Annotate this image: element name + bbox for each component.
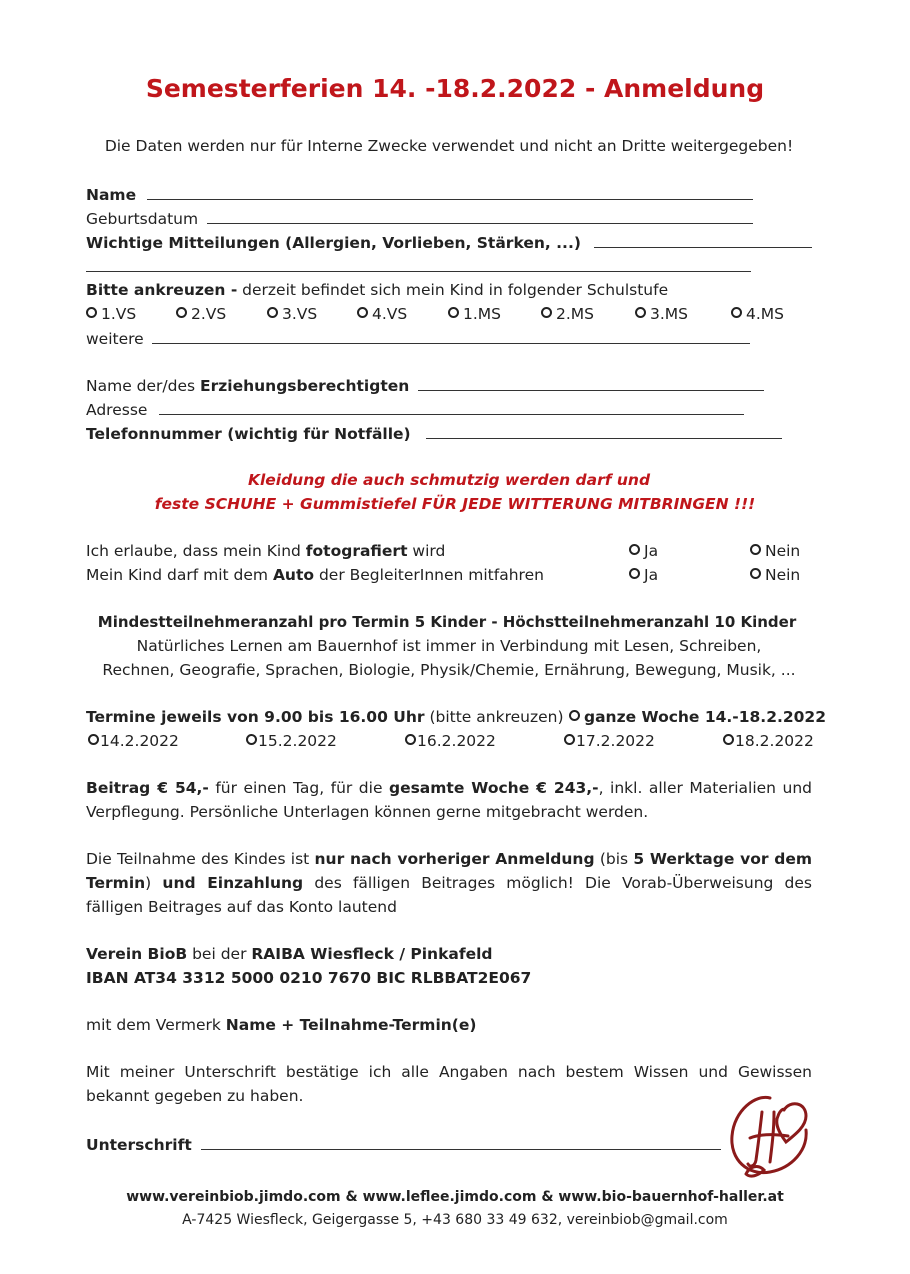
birth-field[interactable] <box>207 209 753 224</box>
photo-yes-option[interactable] <box>629 542 658 560</box>
address-field[interactable] <box>159 400 744 415</box>
page-title: Semesterferien 14. -18.2.2022 - Anmeldung <box>145 74 765 103</box>
bank-name: RAIBA Wiesfleck / Pinkafeld <box>251 945 493 963</box>
school-option-label: 1.VS <box>101 305 137 323</box>
car-consent-text <box>86 566 544 584</box>
payment-reference <box>86 1016 477 1034</box>
date-label: 18.2.2022 <box>735 732 814 750</box>
other-row <box>86 329 750 348</box>
school-option-7[interactable] <box>635 305 688 323</box>
checkbox-circle-icon[interactable] <box>629 568 640 579</box>
date-option-3[interactable] <box>405 732 496 750</box>
clothing-notice-2: feste SCHUHE + Gummistiefel FÜR JEDE WITTERUNG MITBRINGEN !!! <box>154 495 756 513</box>
bank-line-1 <box>86 945 493 963</box>
reg-c: (bis <box>594 850 634 868</box>
school-prompt-rest: derzeit befindet sich mein Kind in folgender Schulstufe <box>237 281 669 299</box>
footer-address: A-7425 Wiesfleck, Geigergasse 5, +43 680 33 49 632, vereinbiob@gmail.com <box>182 1212 728 1228</box>
reg-f: ) <box>145 874 163 892</box>
car-consent-pre: Mein Kind darf mit dem <box>86 566 273 584</box>
confirm-text-2: bekannt gegeben zu haben. <box>86 1087 304 1105</box>
birth-row <box>86 209 753 228</box>
phone-field[interactable] <box>426 424 782 439</box>
bank-mid: bei der <box>187 945 252 963</box>
checkbox-circle-icon[interactable] <box>357 307 368 318</box>
date-label: 15.2.2022 <box>258 732 337 750</box>
reg-b: nur nach vorheriger Anmeldung <box>314 850 595 868</box>
notes-field-2[interactable] <box>86 257 751 272</box>
dates-label-bold: Termine jeweils von 9.00 bis 16.00 Uhr <box>86 708 425 726</box>
whole-week-option[interactable] <box>569 708 826 726</box>
checkbox-circle-icon[interactable] <box>88 734 99 745</box>
fee-day-bold: Beitrag € 54,- <box>86 779 209 797</box>
signature-field[interactable] <box>201 1135 721 1150</box>
other-label: weitere <box>86 330 144 348</box>
school-option-label: 2.VS <box>191 305 227 323</box>
checkbox-circle-icon[interactable] <box>635 307 646 318</box>
dates-label <box>86 708 564 726</box>
birth-label: Geburtsdatum <box>86 210 199 228</box>
checkbox-circle-icon[interactable] <box>176 307 187 318</box>
checkbox-circle-icon[interactable] <box>86 307 97 318</box>
school-option-4[interactable] <box>357 305 407 323</box>
notes-row-2 <box>86 257 751 276</box>
yes-label: Ja <box>644 566 659 584</box>
notes-label: Wichtige Mitteilungen (Allergien, Vorlieben, Stärken, ...) <box>86 234 581 252</box>
checkbox-circle-icon[interactable] <box>723 734 734 745</box>
school-option-label: 3.MS <box>650 305 689 323</box>
checkbox-circle-icon[interactable] <box>569 710 580 721</box>
name-field[interactable] <box>147 185 753 200</box>
checkbox-circle-icon[interactable] <box>750 568 761 579</box>
reg-e: Termin <box>86 874 146 892</box>
registration-text-2 <box>86 874 812 892</box>
reg-g: und Einzahlung <box>162 874 304 892</box>
photo-consent-post: wird <box>407 542 446 560</box>
reg-h: des fälligen Beitrages möglich! Die Vorab-Überweisung des <box>303 874 812 892</box>
date-label: 14.2.2022 <box>100 732 179 750</box>
name-label: Name <box>86 186 137 204</box>
date-label: 17.2.2022 <box>576 732 655 750</box>
footer-websites: www.vereinbiob.jimdo.com & www.leflee.jimdo.com & www.bio-bauernhof-haller.at <box>126 1189 784 1205</box>
signature-row <box>86 1135 721 1154</box>
verein-biob-logo-icon <box>726 1090 814 1182</box>
photo-consent-pre: Ich erlaube, dass mein Kind <box>86 542 306 560</box>
checkbox-circle-icon[interactable] <box>246 734 257 745</box>
checkbox-circle-icon[interactable] <box>750 544 761 555</box>
checkbox-circle-icon[interactable] <box>405 734 416 745</box>
other-field[interactable] <box>152 329 750 344</box>
participants-info: Mindestteilnehmeranzahl pro Termin 5 Kinder - Höchstteilnehmeranzahl 10 Kinder <box>97 613 797 631</box>
car-consent-post: der BegleiterInnen mitfahren <box>314 566 544 584</box>
learning-info-1: Natürliches Lernen am Bauernhof ist immer in Verbindung mit Lesen, Schreiben, <box>136 637 762 655</box>
fee-text-2: Verpflegung. Persönliche Unterlagen können gerne mitgebracht werden. <box>86 803 649 821</box>
school-option-label: 2.MS <box>556 305 595 323</box>
notes-row <box>86 233 812 252</box>
no-label: Nein <box>765 566 801 584</box>
car-yes-option[interactable] <box>629 566 658 584</box>
date-option-2[interactable] <box>246 732 337 750</box>
guardian-label-bold: Erziehungsberechtigten <box>200 377 410 395</box>
car-consent-bold: Auto <box>272 566 315 584</box>
address-row <box>86 400 744 419</box>
reg-d: 5 Werktage vor dem <box>633 850 812 868</box>
date-option-1[interactable] <box>88 732 179 750</box>
registration-text-1 <box>86 850 812 868</box>
fee-text-1 <box>86 779 812 797</box>
checkbox-circle-icon[interactable] <box>267 307 278 318</box>
date-option-5[interactable] <box>723 732 814 750</box>
guardian-row <box>86 376 764 395</box>
name-row <box>86 185 753 204</box>
yes-label: Ja <box>644 542 659 560</box>
guardian-label-pre: Name der/des <box>86 377 201 395</box>
notes-field[interactable] <box>594 233 812 248</box>
school-option-label: 1.MS <box>463 305 502 323</box>
signature-label: Unterschrift <box>86 1136 192 1154</box>
bank-iban: IBAN AT34 3312 5000 0210 7670 BIC RLBBAT2E067 <box>86 969 532 987</box>
checkbox-circle-icon[interactable] <box>564 734 575 745</box>
phone-row <box>86 424 782 443</box>
learning-info-2: Rechnen, Geografie, Sprachen, Biologie, Physik/Chemie, Ernährung, Bewegung, Musik, ... <box>102 661 796 679</box>
privacy-note: Die Daten werden nur für Interne Zwecke verwendet und nicht an Dritte weitergegeben! <box>104 137 794 155</box>
fee-rest-2: , inkl. aller Materialien und <box>598 779 812 797</box>
school-option-6[interactable] <box>541 305 594 323</box>
school-option-1[interactable] <box>86 305 136 323</box>
address-label: Adresse <box>86 401 148 419</box>
registration-text-3: fälligen Beitrages auf das Konto lautend <box>86 898 397 916</box>
bank-org: Verein BioB <box>86 945 188 963</box>
fee-rest: für einen Tag, für die <box>208 779 389 797</box>
fee-week-bold: gesamte Woche € 243,- <box>388 779 599 797</box>
school-option-3[interactable] <box>267 305 317 323</box>
photo-consent-text <box>86 542 445 560</box>
photo-no-option[interactable] <box>750 542 800 560</box>
school-prompt <box>86 281 668 299</box>
reg-a: Die Teilnahme des Kindes ist <box>86 850 315 868</box>
photo-consent-bold: fotografiert <box>305 542 408 560</box>
reference-pre: mit dem Vermerk <box>86 1016 226 1034</box>
checkbox-circle-icon[interactable] <box>448 307 459 318</box>
school-option-5[interactable] <box>448 305 501 323</box>
checkbox-circle-icon[interactable] <box>541 307 552 318</box>
school-option-8[interactable] <box>731 305 784 323</box>
checkbox-circle-icon[interactable] <box>731 307 742 318</box>
car-no-option[interactable] <box>750 566 800 584</box>
school-option-2[interactable] <box>176 305 226 323</box>
checkbox-circle-icon[interactable] <box>629 544 640 555</box>
school-prompt-bold: Bitte ankreuzen - <box>86 281 238 299</box>
date-label: 16.2.2022 <box>417 732 496 750</box>
clothing-notice-1: Kleidung die auch schmutzig werden darf und <box>247 471 651 489</box>
school-option-label: 4.VS <box>372 305 408 323</box>
reference-bold: Name + Teilnahme-Termin(e) <box>225 1016 477 1034</box>
guardian-field[interactable] <box>418 376 764 391</box>
dates-label-rest: (bitte ankreuzen) <box>424 708 564 726</box>
date-option-4[interactable] <box>564 732 655 750</box>
phone-label: Telefonnummer (wichtig für Notfälle) <box>86 425 411 443</box>
whole-week-label: ganze Woche 14.-18.2.2022 <box>584 708 827 726</box>
school-option-label: 3.VS <box>282 305 318 323</box>
no-label: Nein <box>765 542 801 560</box>
school-option-label: 4.MS <box>746 305 785 323</box>
confirm-text-1: Mit meiner Unterschrift bestätige ich alle Angaben nach bestem Wissen und Gewissen <box>86 1063 812 1081</box>
